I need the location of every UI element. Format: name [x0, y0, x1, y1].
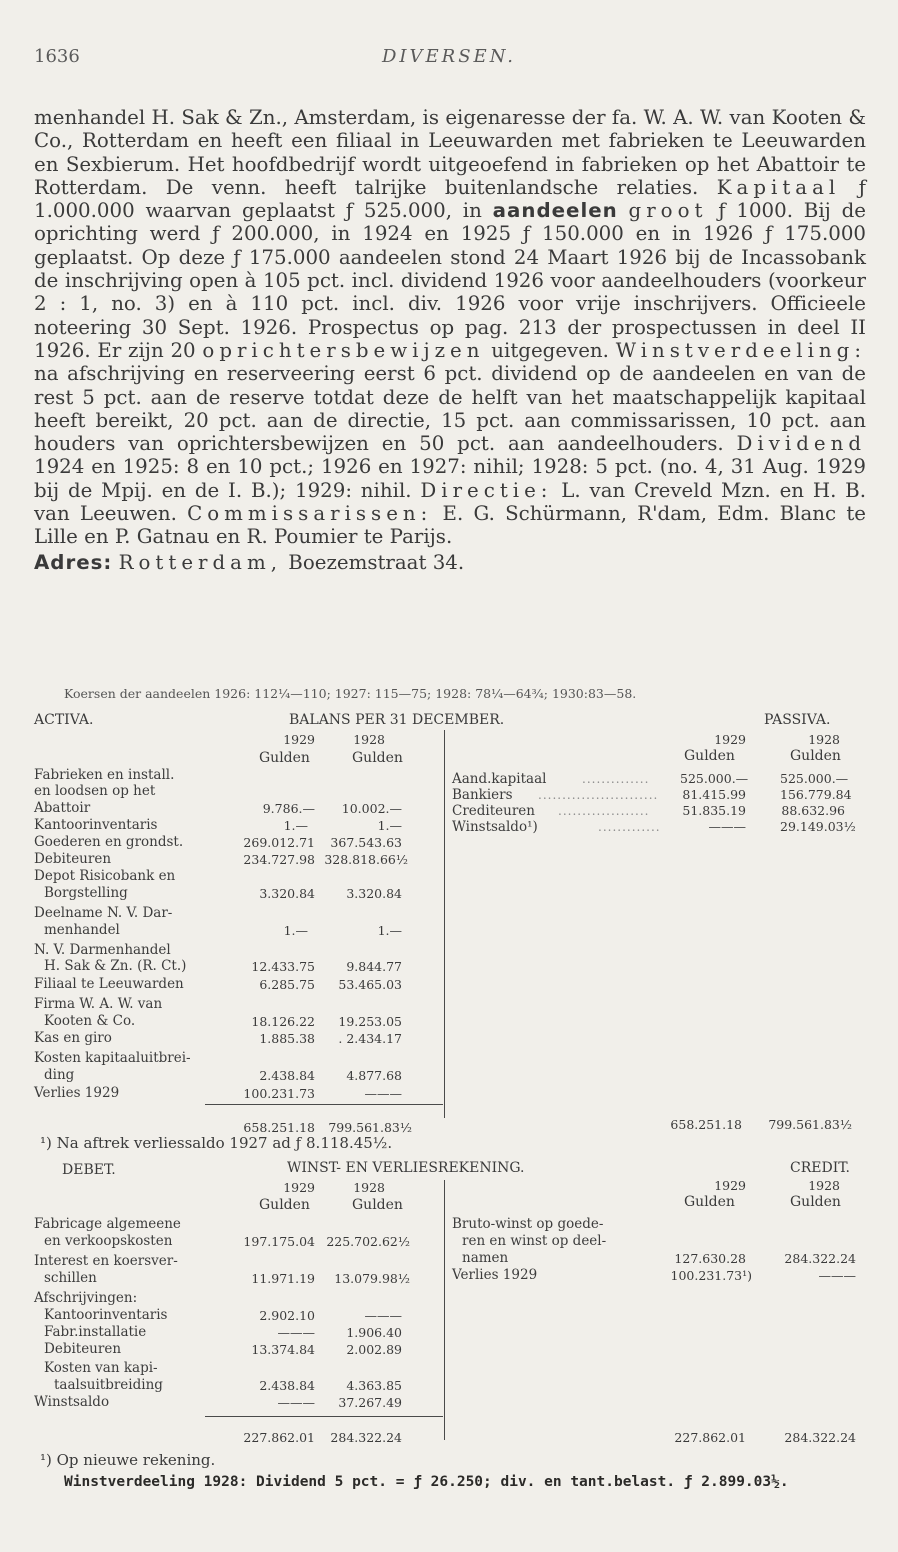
page-number: 1636	[34, 46, 80, 67]
activa-value-1928: 367.543.63	[330, 835, 402, 850]
credit-item-label: Bruto-winst op goede-	[452, 1216, 604, 1232]
activa-value-1929: 12.433.75	[251, 959, 315, 974]
debet-value-1928: 225.702.62½	[326, 1234, 410, 1249]
debet-value-1928: 1.906.40	[346, 1325, 402, 1340]
debet-item-label: Winstsaldo	[34, 1394, 110, 1410]
paragraph-text: na afschrijving en reserveering eerst 6 pct. dividend op de aandeelen en van de rest 5 pct. aan de reserve totdat deze de helft van het maatschappelijk kapitaal heeft bereikt, 20 pct. aan de directie, 15 pct. aan commissarissen, 10 pct. aan houders van oprichtersbewijzen en 50 pct. aan aandeelhouders.	[34, 362, 866, 456]
activa-value-1928: ———	[364, 1086, 402, 1101]
year-1928: 1928	[808, 732, 840, 747]
unit-label: Gulden	[684, 1194, 735, 1210]
credit-value-1929: 127.630.28	[674, 1251, 746, 1266]
activa-item-label: Abattoir	[34, 800, 91, 816]
passiva-value-1928: 525.000.—	[780, 771, 849, 786]
passiva-item-label: Bankiers	[452, 787, 513, 803]
kapitaal-label: Kapitaal	[716, 175, 841, 199]
year-1928: 1928	[353, 1180, 385, 1195]
activa-value-1928: 9.844.77	[346, 959, 402, 974]
activa-value-1928: 3.320.84	[346, 886, 402, 901]
unit-label: Gulden	[684, 748, 735, 764]
activa-label: ACTIVA.	[34, 712, 94, 728]
activa-value-1929: 1.—	[283, 923, 308, 938]
activa-value-1929: 1.885.38	[259, 1031, 315, 1046]
debet-item-label: Kantoorinventaris	[44, 1307, 168, 1323]
unit-label: Gulden	[790, 1194, 841, 1210]
debet-item-label: Debiteuren	[44, 1341, 122, 1357]
activa-item-label: Verlies 1929	[34, 1085, 120, 1101]
paragraph-text: menhandel H. Sak & Zn., Amsterdam, is eigenaresse der fa. W. A. W. van Kooten & Co., Rotterdam en heeft een filiaal in Leeuwarden met fabrieken te Leeuwarden en Sexbierum. Het hoofdbedrijf wordt uitgeoefend in fabrieken op het Abattoir te Rotterdam. De venn. heeft talrijke buitenlandsche relaties.	[34, 106, 866, 199]
debet-value-1928: 13.079.98½	[334, 1271, 410, 1286]
activa-total-1929: 658.251.18	[243, 1120, 315, 1135]
passiva-value-1928: 88.632.96	[781, 803, 845, 818]
activa-item-label: menhandel	[44, 922, 120, 938]
activa-value-1929: 9.786.—	[262, 801, 315, 816]
passiva-item-label: Winstsaldo¹)	[452, 819, 538, 835]
debet-value-1929: 13.374.84	[251, 1342, 315, 1357]
running-head: DIVERSEN.	[381, 46, 517, 67]
debet-value-1928: 2.002.89	[346, 1342, 402, 1357]
activa-value-1929: 269.012.71	[243, 835, 315, 850]
adres-city: Rotterdam,	[118, 550, 282, 574]
activa-value-1928: 1.—	[377, 818, 402, 833]
debet-item-label: taalsuitbreiding	[54, 1377, 163, 1393]
activa-value-1928: 53.465.03	[338, 977, 402, 992]
activa-item-label: Kantoorinventaris	[34, 817, 158, 833]
credit-item-label: namen	[462, 1250, 509, 1266]
passiva-total-1929: 658.251.18	[670, 1117, 742, 1132]
dot-leader: ...................	[558, 804, 650, 818]
oprichtersbewijzen-label: oprichtersbewijzen	[202, 338, 485, 362]
credit-value-1928: 284.322.24	[784, 1251, 856, 1266]
passiva-total-1928: 799.561.83½	[768, 1117, 852, 1132]
debet-value-1929: 2.438.84	[259, 1378, 315, 1393]
year-1929: 1929	[283, 732, 315, 747]
year-1929: 1929	[283, 1180, 315, 1195]
activa-item-label: en loodsen op het	[34, 783, 156, 799]
activa-item-label: N. V. Darmenhandel	[34, 942, 171, 958]
credit-value-1929: 100.231.73¹)	[670, 1268, 752, 1283]
activa-value-1928: 10.002.—	[341, 801, 402, 816]
activa-value-1929: 234.727.98	[243, 852, 315, 867]
paragraph-text: ƒ 1000. Bij de oprichting werd ƒ 200.000, in 1924 en 1925 ƒ 150.000 en in 1926 ƒ 175.000 geplaatst. Op deze ƒ 175.000 aandeelen stond 24 Maart 1926 bij de Incassobank de inschrijving open à 105 pct. incl. dividend 1926 voor aandeelhouders (voorkeur 2 : 1, no. 3) en à 110 pct. incl. div. 1926 voor vrije inschrijvers. Officieele noteering 30 Sept. 1926. Prospectus op pag. 213 der prospectussen in deel II 1926. Er zijn 20	[34, 199, 866, 362]
passiva-value-1928: 156.779.84	[780, 787, 852, 802]
debet-item-label: schillen	[44, 1270, 97, 1286]
debet-total-1928: 284.322.24	[330, 1430, 402, 1445]
activa-item-label: Fabrieken en install.	[34, 767, 175, 783]
winstverdeeling-1928: Winstverdeeling 1928: Dividend 5 pct. = ƒ 26.250; div. en tant.belast. ƒ 2.899.03½.	[64, 1474, 789, 1490]
credit-value-1928: ———	[818, 1268, 856, 1283]
debet-value-1929: 2.902.10	[259, 1308, 315, 1323]
activa-value-1929: 6.285.75	[259, 977, 315, 992]
passiva-value-1929: 51.835.19	[682, 803, 746, 818]
dot-leader: .............	[598, 820, 661, 834]
year-1928: 1928	[808, 1178, 840, 1193]
passiva-item-label: Crediteuren	[452, 803, 535, 819]
unit-label: Gulden	[352, 750, 403, 766]
debet-value-1928: ———	[364, 1308, 402, 1323]
debet-item-label: Fabr.installatie	[44, 1324, 147, 1340]
groot-label: groot	[628, 199, 708, 223]
credit-total-1928: 284.322.24	[784, 1430, 856, 1445]
dot-leader: ..............	[582, 772, 650, 786]
dot-leader: .........................	[538, 788, 659, 802]
activa-item-label: Depot Risicobank en	[34, 868, 176, 884]
year-1929: 1929	[714, 1178, 746, 1193]
debet-item-label: Kosten van kapi-	[44, 1360, 158, 1376]
debet-item-label: Fabricage algemeene	[34, 1216, 181, 1232]
activa-value-1929: 2.438.84	[259, 1068, 315, 1083]
unit-label: Gulden	[352, 1197, 403, 1213]
year-1929: 1929	[714, 732, 746, 747]
unit-label: Gulden	[790, 748, 841, 764]
passiva-value-1929: 525.000.—	[680, 771, 749, 786]
credit-item-label: ren en winst op deel-	[462, 1233, 607, 1249]
dividend-label: Dividend	[736, 432, 866, 456]
debet-value-1929: ———	[277, 1395, 315, 1410]
debet-total-1929: 227.862.01	[243, 1430, 315, 1445]
debet-value-1929: 11.971.19	[251, 1271, 315, 1286]
paragraph-text: uitgegeven.	[491, 338, 609, 362]
debet-value-1928: 37.267.49	[338, 1395, 402, 1410]
activa-item-label: Goederen en grondst.	[34, 834, 184, 850]
activa-value-1928: 19.253.05	[338, 1014, 402, 1029]
credit-label: CREDIT.	[790, 1160, 850, 1176]
commissarissen-label: Commissarissen:	[187, 502, 433, 526]
year-1928: 1928	[353, 732, 385, 747]
debet-value-1929: ———	[277, 1325, 315, 1340]
activa-value-1928: . 2.434.17	[338, 1031, 402, 1046]
winstverdeeling-label: Winstverdeeling:	[615, 338, 867, 362]
share-prices: Koersen der aandeelen 1926: 112¼—110; 1927: 115—75; 1928: 78¼—64¾; 1930:83—58.	[64, 686, 637, 701]
unit-label: Gulden	[259, 1197, 310, 1213]
passiva-value-1928: 29.149.03½	[780, 819, 856, 834]
activa-value-1928: 1.—	[377, 923, 402, 938]
debet-value-1928: 4.363.85	[346, 1378, 402, 1393]
winst-footnote: ¹) Op nieuwe rekening.	[40, 1451, 216, 1469]
activa-item-label: H. Sak & Zn. (R. Ct.)	[44, 958, 187, 974]
debet-item-label: Afschrijvingen:	[34, 1290, 138, 1306]
passiva-value-1929: ———	[708, 819, 746, 834]
adres-street: Boezemstraat 34.	[288, 550, 465, 574]
activa-item-label: Kosten kapitaaluitbrei-	[34, 1050, 191, 1066]
column-divider	[444, 1180, 445, 1440]
activa-item-label: Filiaal te Leeuwarden	[34, 976, 184, 992]
directie-label: Directie:	[420, 478, 553, 502]
balance-title: BALANS PER 31 DECEMBER.	[289, 712, 505, 728]
activa-item-label: Firma W. A. W. van	[34, 996, 163, 1012]
paragraph-text: L. van Creveld Mzn. en H. B. van Leeuwen.	[34, 478, 867, 526]
activa-item-label: Kas en giro	[34, 1030, 112, 1046]
passiva-label: PASSIVA.	[764, 712, 831, 728]
activa-item-label: ding	[44, 1067, 75, 1083]
activa-item-label: Debiteuren	[34, 851, 112, 867]
debet-label: DEBET.	[62, 1162, 116, 1178]
activa-item-label: Kooten & Co.	[44, 1013, 136, 1029]
aandeelen-label: aandeelen	[492, 199, 618, 223]
paragraph-text: 1924 en 1925: 8 en 10 pct.; 1926 en 1927: nihil; 1928: 5 pct. (no. 4, 31 Aug. 1929 bij de Mpij. en de I. B.); 1929: nihil.	[34, 455, 866, 502]
activa-value-1929: 18.126.22	[251, 1014, 315, 1029]
debet-value-1929: 197.175.04	[243, 1234, 315, 1249]
adres-label: Adres:	[34, 550, 113, 574]
unit-label: Gulden	[259, 750, 310, 766]
activa-value-1928: 4.877.68	[346, 1068, 402, 1083]
winst-title: WINST- EN VERLIESREKENING.	[287, 1160, 525, 1176]
paragraph-text: ƒ 1.000.000 waarvan geplaatst ƒ 525.000, in	[34, 175, 866, 223]
activa-total-1928: 799.561.83½	[328, 1120, 412, 1135]
debet-item-label: en verkoopskosten	[44, 1233, 173, 1249]
passiva-value-1929: 81.415.99	[682, 787, 746, 802]
passiva-item-label: Aand.kapitaal	[452, 771, 547, 787]
activa-value-1928: 328.818.66½	[324, 852, 408, 867]
debet-item-label: Interest en koersver-	[34, 1253, 178, 1269]
sum-line	[205, 1416, 443, 1417]
activa-value-1929: 3.320.84	[259, 886, 315, 901]
balance-footnote: ¹) Na aftrek verliessaldo 1927 ad ƒ 8.118.45½.	[40, 1134, 393, 1152]
activa-item-label: Borgstelling	[44, 885, 128, 901]
credit-total-1929: 227.862.01	[674, 1430, 746, 1445]
credit-item-label: Verlies 1929	[452, 1267, 538, 1283]
activa-value-1929: 1.—	[283, 818, 308, 833]
paragraph-text: E. G. Schürmann, R'dam, Edm. Blanc te Lille en P. Gatnau en R. Poumier te Parijs.	[34, 502, 866, 549]
activa-item-label: Deelname N. V. Dar-	[34, 905, 173, 921]
activa-value-1929: 100.231.73	[243, 1086, 315, 1101]
